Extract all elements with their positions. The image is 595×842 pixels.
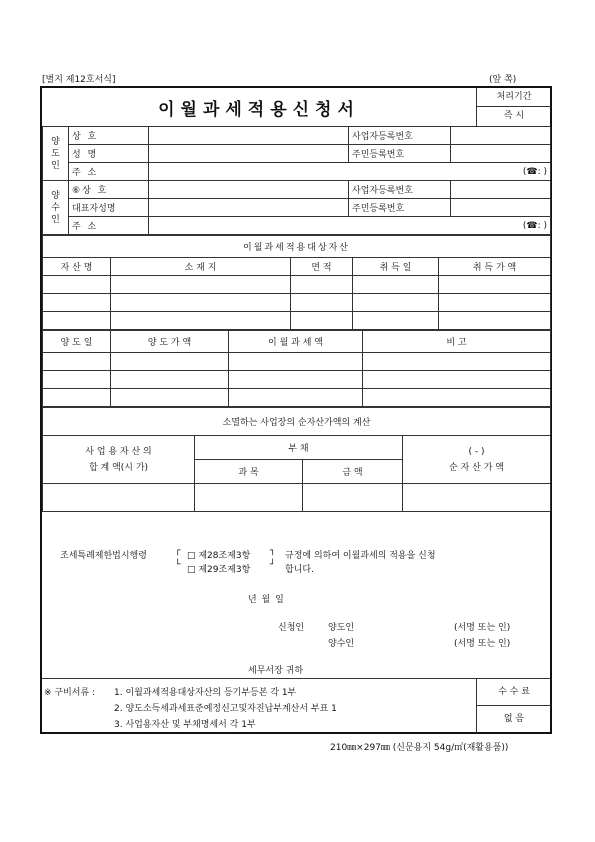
assets-header-acq-date: 취 득 일: [353, 258, 439, 276]
liability-subject-header: 과 목: [195, 460, 303, 484]
transferor-person-field[interactable]: [149, 145, 349, 163]
law-name: 조세특례제한법시행령: [60, 551, 147, 561]
transferor-phone: (☎: ): [522, 166, 547, 177]
transferor-sign-label: 양도인: [328, 623, 355, 633]
transferee-section: 양 수 인: [43, 181, 69, 235]
transferor-signature[interactable]: (서명 또는 인): [454, 623, 511, 633]
paper-spec: 210㎜×297㎜ (신문용지 54g/㎡(재활용품)): [330, 743, 509, 753]
transferor-business-no-label: 사업자등록번호: [349, 127, 451, 145]
applicant-label: 신청인: [278, 623, 305, 633]
liability-header: 부 채: [195, 436, 403, 460]
assets-header-deferred-tax: 이 월 과 세 액: [229, 331, 363, 353]
assets-header-area: 면 적: [291, 258, 353, 276]
transferee-address-field[interactable]: [149, 217, 551, 235]
application-form: [40, 86, 552, 734]
fee-value: 없 음: [503, 714, 525, 724]
processing-value: 즉 시: [503, 111, 525, 121]
transferee-rep-label: 대표자성명: [69, 199, 149, 217]
transferee-resident-no-label: 주민등록번호: [349, 199, 451, 217]
processing-box: [476, 88, 551, 127]
assets-caption: 이월과세적용대상자산: [43, 236, 551, 258]
net-asset-value-label: ( - ) 순 자 산 가 액: [403, 436, 551, 484]
processing-label: 처리기간: [477, 88, 551, 107]
transferor-section: 양 도 인: [43, 127, 69, 181]
transferor-address-label: 주 소: [69, 163, 149, 181]
assets-header-remarks: 비 고: [363, 331, 551, 353]
net-asset-value-field[interactable]: [403, 484, 551, 512]
transferor-business-no-field[interactable]: [451, 127, 551, 145]
bracket-close: ┐: [270, 546, 276, 556]
page-side: (앞 쪽): [489, 75, 517, 85]
table-row: [43, 484, 551, 512]
liability-amount-field[interactable]: [303, 484, 403, 512]
assets-table: [42, 235, 551, 330]
attachment-item-1: 1. 이월과세적용대상자산의 등기부등본 각 1부: [114, 688, 297, 698]
assets-header-name: 자 산 명: [43, 258, 111, 276]
table-row: [43, 312, 551, 330]
page-title: 이월과세적용신청서: [158, 99, 360, 120]
party-table: [42, 126, 551, 235]
transferee-name-label: ⑥상 호: [69, 181, 149, 199]
business-assets-total-label: 사 업 용 자 산 의 합 계 액(시 가): [43, 436, 195, 484]
table-row: [43, 389, 551, 407]
transferee-phone: (☎: ): [522, 220, 547, 231]
attachment-item-2: 2. 양도소득세과세표준예정신고및자진납부계산서 부표 1: [114, 704, 337, 714]
transferee-business-no-field[interactable]: [451, 181, 551, 199]
fee-box: [476, 679, 551, 733]
form-number: [별지 제12호서식]: [42, 75, 116, 85]
table-row: [43, 371, 551, 389]
assets-header-transfer-date: 양 도 일: [43, 331, 111, 353]
assets-header-location: 소 재 지: [111, 258, 291, 276]
transferee-sign-label: 양수인: [328, 639, 355, 649]
transferee-signature[interactable]: (서명 또는 인): [454, 639, 511, 649]
transferor-name-field[interactable]: [149, 127, 349, 145]
transferee-address-label: 주 소: [69, 217, 149, 235]
liability-subject-field[interactable]: [195, 484, 303, 512]
bracket-open-bottom: └: [175, 560, 181, 570]
table-row: [43, 276, 551, 294]
fee-label: 수 수 료: [477, 679, 551, 706]
transferee-resident-no-field[interactable]: [451, 199, 551, 217]
liability-amount-header: 금 액: [303, 460, 403, 484]
assets-header-acq-price: 취 득 가 액: [439, 258, 551, 276]
attachments-label: ※ 구비서류 :: [44, 688, 96, 698]
attachments-box: [42, 678, 550, 733]
net-assets-table: [42, 407, 551, 512]
article-29-option[interactable]: □ 제29조제3항: [187, 565, 251, 575]
statement-text-1: 규정에 의하여 이월과세의 적용을 신청: [285, 551, 436, 561]
application-date: 년 월 일: [248, 595, 284, 605]
business-assets-total-field[interactable]: [43, 484, 195, 512]
net-assets-caption: 소멸하는 사업장의 순자산가액의 계산: [43, 408, 551, 436]
bracket-close-bottom: ┘: [270, 560, 276, 570]
transferor-person-label: 성 명: [69, 145, 149, 163]
transferor-name-label: 상 호: [69, 127, 149, 145]
transferee-name-field[interactable]: [149, 181, 349, 199]
recipient: 세무서장 귀하: [248, 666, 304, 676]
statement-text-2: 합니다.: [285, 565, 314, 575]
transferee-rep-field[interactable]: [149, 199, 349, 217]
attachment-item-3: 3. 사업용자산 및 부채명세서 각 1부: [114, 720, 256, 730]
article-28-option[interactable]: □ 제28조제3항: [187, 551, 251, 561]
assets-table-2: [42, 330, 551, 407]
table-row: [43, 353, 551, 371]
transferor-resident-no-field[interactable]: [451, 145, 551, 163]
transferor-address-field[interactable]: [149, 163, 551, 181]
transferor-resident-no-label: 주민등록번호: [349, 145, 451, 163]
assets-header-transfer-price: 양 도 가 액: [111, 331, 229, 353]
table-row: [43, 294, 551, 312]
title-cell: [42, 88, 476, 127]
bracket-open: ┌: [175, 546, 181, 556]
transferee-business-no-label: 사업자등록번호: [349, 181, 451, 199]
